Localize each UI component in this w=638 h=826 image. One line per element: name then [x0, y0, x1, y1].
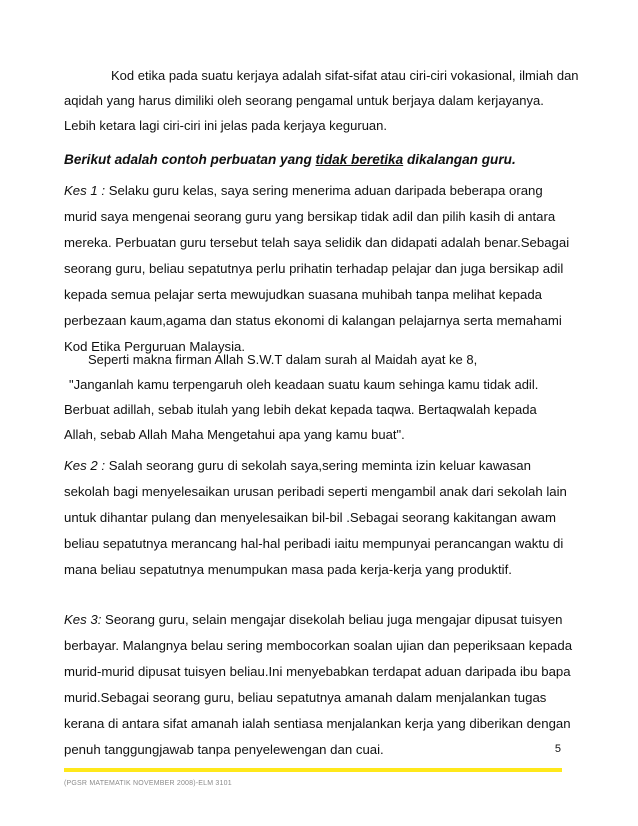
case-2-line: untuk dihantar pulang dan menyelesaikan bil-bil .Sebagai seorang kakitangan awam — [64, 510, 556, 525]
quote-paragraph — [64, 347, 574, 447]
case-2-line: beliau sepatutnya merancang hal-hal peribadi iaitu mempunyai perancangan waktu di — [64, 536, 564, 551]
intro-line: Kod etika pada suatu kerjaya adalah sifat-sifat atau ciri-ciri vokasional, ilmiah dan — [111, 68, 579, 83]
quote-line: "Janganlah kamu terpengaruh oleh keadaan suatu kaum sehinga kamu tidak adil. — [69, 377, 539, 392]
case-3-line: murid.Sebagai seorang guru, beliau sepatutnya amanah dalam menjalankan tugas — [64, 690, 547, 705]
case-1-line: murid saya mengenai seorang guru yang bersikap tidak adil dan pilih kasih di antara — [64, 209, 556, 224]
case-3-line: kerana di antara sifat amanah ialah sentiasa menjalankan kerja yang diberikan dengan — [64, 716, 571, 731]
heading-text-start: Berikut adalah contoh perbuatan yang — [64, 152, 316, 167]
case-1-line: seorang guru, beliau sepatutnya perlu prihatin terhadap pelajar dan juga bersikap adil — [64, 261, 564, 276]
intro-paragraph — [64, 63, 579, 138]
case-3-line: murid-murid dipusat tuisyen beliau.Ini menyebabkan terdapat aduan daripada ibu bapa — [64, 664, 571, 679]
case-2-paragraph — [64, 453, 574, 583]
quote-intro-line: Seperti makna firman Allah S.W.T dalam surah al Maidah ayat ke 8, — [88, 352, 478, 367]
section-heading — [64, 147, 574, 173]
intro-line: Lebih ketara lagi ciri-ciri ini jelas pada kerjaya keguruan. — [64, 118, 388, 133]
case-1-label: Kes 1 : — [64, 183, 106, 198]
case-1-first-line: Selaku guru kelas, saya sering menerima aduan daripada beberapa orang — [105, 183, 543, 198]
heading-underlined-text: tidak beretika — [315, 152, 404, 167]
case-2-first-line: Salah seorang guru di sekolah saya,sering meminta izin keluar kawasan — [105, 458, 531, 473]
case-1-paragraph — [64, 178, 574, 360]
page-number: 5 — [554, 743, 561, 755]
case-1-line: Kod Etika Perguruan Malaysia. — [64, 339, 246, 354]
case-3-line: berbayar. Malangnya belau sering membocorkan soalan ujian dan peperiksaan kepada — [64, 638, 573, 653]
case-1-line: perbezaan kaum,agama dan status ekonomi di kalangan pelajarnya serta memahami — [64, 313, 562, 328]
case-3-label: Kes 3: — [64, 612, 102, 627]
case-1-line: mereka. Perbuatan guru tersebut telah saya selidik dan didapati adalah benar.Sebagai — [64, 235, 570, 250]
footer-rule — [64, 768, 562, 772]
case-2-line: mana beliau sepatutnya menumpukan masa pada kerja-kerja yang produktif. — [64, 562, 512, 577]
case-3-line: penuh tanggungjawab tanpa penyelewengan dan cuai. — [64, 742, 384, 757]
case-3-first-line: Seorang guru, selain mengajar disekolah beliau juga mengajar dipusat tuisyen — [101, 612, 563, 627]
case-1-line: kepada semua pelajar serta mewujudkan suasana muhibah tanpa melihat kepada — [64, 287, 542, 302]
quote-line: Allah, sebab Allah Maha Mengetahui apa yang kamu buat". — [64, 427, 405, 442]
footer-text: (PGSR MATEMATIK NOVEMBER 2008)-ELM 3101 — [64, 780, 232, 787]
intro-line: aqidah yang harus dimiliki oleh seorang pengamal untuk berjaya dalam kerjayanya. — [64, 93, 544, 108]
heading-text-end: dikalangan guru. — [403, 152, 516, 167]
case-2-label: Kes 2 : — [64, 458, 106, 473]
quote-line: Berbuat adillah, sebab itulah yang lebih dekat kepada taqwa. Bertaqwalah kepada — [64, 402, 537, 417]
case-3-paragraph — [64, 607, 574, 763]
case-2-line: sekolah bagi menyelesaikan urusan peribadi seperti mengambil anak dari sekolah lain — [64, 484, 567, 499]
